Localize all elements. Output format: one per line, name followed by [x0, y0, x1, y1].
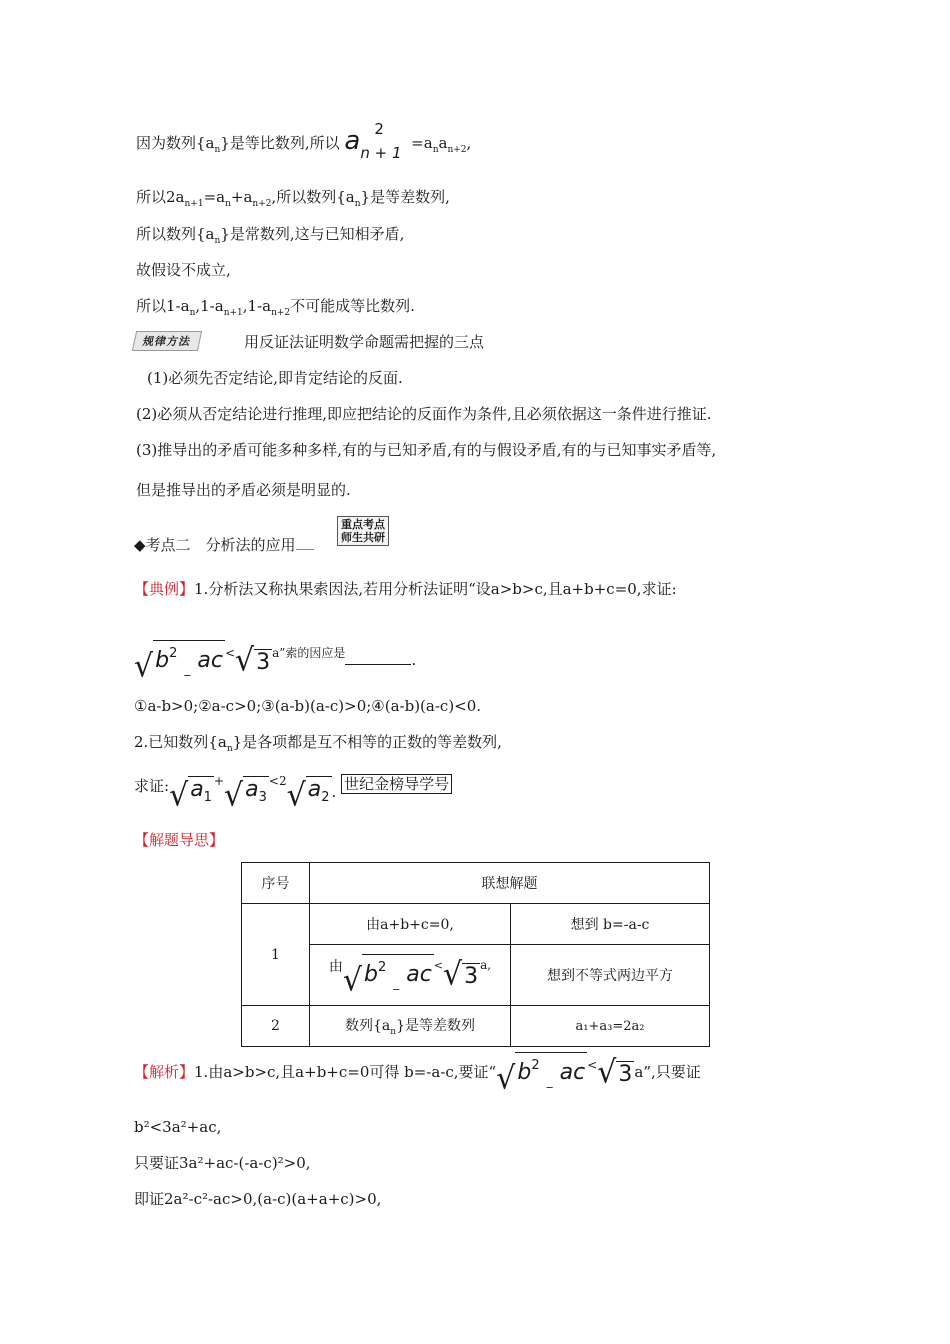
method-title: 用反证法证明数学命题需把握的三点 [244, 333, 485, 351]
proof-line-3: 所以数列$\{a_n\}$是常数列,这与已知相矛盾, [136, 225, 405, 246]
table-row [242, 904, 710, 945]
proof-line-1: 因为数列$\{a_n\}$是等比数列,所以 a 2 n + 1 $=a_na_{n+2}$, [136, 120, 472, 162]
row1-no: 1 [242, 904, 310, 1006]
sqrt-a3: √ $a_3$ [224, 776, 267, 814]
row1a-left: 由a+b+c=0, [310, 904, 511, 945]
method-point-2: (2)必须从否定结论进行推理,即应把结论的反面作为条件,且必须依据这一条件进行推证. [136, 405, 712, 423]
example-options: ①a-b>0;②a-c>0;③(a-b)(a-c)>0;④(a-b)(a-c)<0. [134, 697, 482, 715]
proof-line-4: 故假设不成立, [136, 261, 231, 279]
math-a-n-plus-1-squared: a 2 n + 1 [344, 120, 402, 162]
example-question-2: 2.已知数列$\{a_n\}$是各项都是互不相等的正数的等差数列, [134, 733, 502, 754]
solution-line-1: 【解析】1.由a>b>c,且a+b+c=0可得 b=-a-c,要证“ √ $b^2$ $_{\_}$ ac < √ 3 a”,只要证 [134, 1052, 701, 1094]
guide-tag: 【解题导思】 [134, 831, 225, 849]
sqrt-b2-ac: √ $b^2$ $_{\_}$ ac [134, 640, 225, 682]
proof-line-5: 所以$1-a_n,1-a_{n+1},1-a_{n+2}$不可能成等比数列. [136, 297, 415, 318]
row2-left: 数列$\{a_n\}$是等差数列 [310, 1006, 511, 1047]
solution-line-2: b²<3a²+ac, [134, 1118, 222, 1136]
solution-tag: 【解析】 [134, 1063, 195, 1081]
row1b-left: 由 √ $b^2$ $_{\_}$ ac < √ 3 a, [310, 945, 511, 1006]
sqrt-3-solution: √ 3 [597, 1054, 633, 1091]
header-no: 序号 [242, 863, 310, 904]
method-point-4: 但是推导出的矛盾必须是明显的. [136, 481, 351, 499]
source-label: 世纪金榜导学号 [341, 774, 452, 794]
section-stamp: 重点考点 师生共研 [337, 516, 389, 546]
example-question-1: 【典例】1.分析法又称执果索因法,若用分析法证明“设a>b>c,且a+b+c=0,求证: [134, 580, 677, 598]
method-badge: 规律方法 [134, 330, 200, 351]
example-question-1-formula: √ $b^2$ $_{\_}$ ac < √ 3 $^{a”索的因应是}$ . [134, 640, 416, 682]
table-row [242, 945, 710, 1006]
header-content: 联想解题 [310, 863, 710, 904]
proof-line-2: 所以$2a_{n+1}=a_n+a_{n+2}$,所以数列$\{a_n\}$是等差数列, [136, 188, 450, 209]
solution-line-3: 只要证3a²+ac-(-a-c)²>0, [134, 1154, 311, 1172]
sqrt-a1: √ $a_1$ [169, 776, 212, 814]
section-heading: ◆考点二 分析法的应用 [134, 534, 314, 556]
row2-right: a₁+a₃=2a₂ [511, 1006, 710, 1047]
row1b-right: 想到不等式两边平方 [511, 945, 710, 1006]
table-row [242, 863, 710, 904]
answer-blank[interactable] [345, 650, 411, 665]
solution-line-4: 即证2a²-c²-ac>0,(a-c)(a+a+c)>0, [134, 1190, 382, 1208]
row2-no: 2 [242, 1006, 310, 1047]
sqrt-3: √ 3 [235, 642, 271, 679]
row1a-right: 想到 b=-a-c [511, 904, 710, 945]
method-point-1: (1)必须先否定结论,即肯定结论的反面. [147, 369, 403, 387]
example-tag: 【典例】 [134, 580, 195, 598]
method-point-3: (3)推导出的矛盾可能多种多样,有的与已知矛盾,有的与假设矛盾,有的与已知事实矛盾等, [136, 441, 717, 459]
sqrt-b2-ac-solution: √ $b^2$ $_{\_}$ ac [496, 1052, 587, 1094]
guide-table [241, 862, 710, 1047]
sqrt-a2: √ $a_2$ [286, 776, 330, 814]
table-row [242, 1006, 710, 1047]
example-question-2-formula: 求证: √ $a_1$ + √ $a_3$ $^{<2}$ √ $a_2$ . 世纪金榜导学号 [134, 770, 452, 811]
